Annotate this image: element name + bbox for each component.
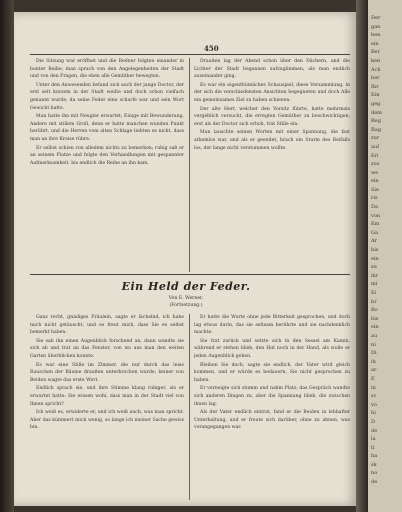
facing-page-line-fragment: D (371, 418, 376, 425)
facing-page-line-fragment: zus (371, 161, 380, 168)
facing-page-line-fragment: ih (371, 358, 376, 365)
column-left-bottom (30, 314, 184, 500)
facing-page-line-fragment: bis (371, 315, 379, 322)
facing-page-line-fragment: ein (371, 324, 379, 331)
paragraph: Unter den Anwesenden befand sich auch der junge Doctor, der erst seit kurzem in der Stadt weilte und doch schon vielfach genannt wurde, da seine Feder eine scharfe war und sein Wort Gewicht hatte. (30, 82, 184, 111)
facing-page-line-fragment: dem (371, 109, 382, 116)
facing-page-line-fragment: Ihr (371, 83, 379, 90)
facing-page-line-fragment: Ar (371, 238, 378, 245)
page-number: 450 (204, 44, 219, 53)
paragraph: Ich weiß es, erwiderte er, und ich weiß auch, was man spricht. Aber das kümmert mich wenig, so lange ich meiner Sache gewiss bin. (30, 410, 184, 431)
facing-page-line-fragment: br (371, 298, 377, 305)
facing-page-line-fragment: ben (371, 32, 381, 39)
facing-page-line-fragment: hi (371, 410, 376, 417)
continuation-note: (Fortsetzung.) (169, 303, 203, 308)
facing-page-line-fragment: ar (371, 367, 377, 374)
section-rule (30, 274, 350, 275)
facing-page-line-fragment: Di (371, 350, 377, 357)
facing-page-line-fragment: ein (371, 255, 379, 262)
facing-page-line-fragment: sk (371, 461, 377, 468)
facing-page-line-fragment: ris (371, 195, 378, 202)
paragraph: Es war eine Stille im Zimmer, die nur durch das leise Rauschen der Bäume draußen unterbrochen wurde; keiner von Beiden wagte das erste Wort. (30, 362, 184, 383)
facing-page-line-fragment: Ach (371, 66, 381, 73)
facing-page-line-fragment: gan (371, 23, 381, 30)
paragraph: Endlich sprach sie, und ihre Stimme klang ruhiger, als er erwartet hatte: Sie wissen wohl, dass man in der Stadt viel von Ihnen spricht? (30, 386, 184, 407)
facing-page-line-fragment: Ei (371, 290, 377, 296)
paragraph: Sie trat zurück und setzte sich in den Sessel am Kamin, während er stehen blieb, den Hut noch in der Hand, als wolle er jeden Augenblick gehen. (194, 338, 350, 359)
facing-page-line-fragment: Da (371, 204, 378, 211)
facing-page-edge (368, 0, 402, 512)
facing-page-line-fragment: Der (371, 15, 381, 21)
facing-page-line-fragment: ken (371, 57, 381, 64)
facing-page-line-fragment: Ber (371, 49, 381, 56)
facing-page-line-fragment: ni (371, 341, 376, 348)
facing-page-line-fragment: Bo (371, 307, 378, 314)
facing-page-line-fragment: Reg (371, 118, 381, 125)
paragraph: Draußen lag der Abend schon über den Dächern, und die Lichter der Stadt begannen aufzuglimmen, als man endlich auseinander ging. (194, 59, 350, 80)
paragraph: Als der Vater endlich eintrat, fand er die Beiden in lebhafter Unterhaltung, und er freute sich darüber, ohne zu ahnen, was vorangegangen war. (194, 410, 350, 431)
paragraph: Man hatte ihn mit Neugier erwartet; Einige mit Bewunderung, Andere mit stillem Groll, denn er hatte manchen wunden Punkt berührt, und die Herren vom alten Schlage liebten es nicht, dass man an ihre Kreise rühre. (30, 114, 184, 142)
facing-page-line-fragment: mi (371, 281, 378, 288)
paragraph: Es war ein eigenthümliches Schauspiel, diese Versammlung, in der sich die verschiedensten Ansichten begegneten und doch Alle ein gemeinsames Ziel zu haben schienen. (194, 82, 350, 103)
facing-page-line-fragment: Rag (371, 126, 382, 133)
facing-page-line-fragment: ein (371, 40, 379, 47)
book-binding-edge (0, 0, 14, 512)
facing-page-line-fragment: de (371, 479, 378, 486)
column-divider-bottom (189, 314, 190, 500)
facing-page-line-fragment: auf (371, 143, 380, 150)
facing-page-line-fragment: la (371, 436, 376, 443)
facing-page-line-fragment: Ga (371, 229, 378, 236)
facing-page-line-fragment: Em (371, 221, 380, 228)
column-right-top (194, 58, 350, 272)
paragraph: Bleiben Sie doch, sagte sie endlich, der Vater wird gleich kommen, und er würde es bedauern, Sie nicht gesprochen zu haben. (194, 362, 350, 383)
facing-page-line-fragment: in (371, 384, 376, 391)
column-left-top (30, 58, 184, 272)
facing-page-line-fragment: au (371, 332, 378, 339)
paragraph: Er selbst schien von alledem nichts zu bemerken; ruhig saß er an seinem Platze und folgte den Verhandlungen mit gespannter Aufmerksamkeit, bis endlich die Reihe an ihn kam. (30, 145, 184, 166)
paragraph: Er hatte die Worte ohne jede Bitterkeit gesprochen, und doch lag etwas darin, das sie seltsam berührte und sie nachdenklich machte. (194, 315, 350, 336)
facing-page-line-fragment: sc (371, 393, 377, 400)
facing-page-line-fragment: E (371, 375, 375, 382)
facing-page-line-fragment: ha (371, 453, 378, 460)
facing-page-line-fragment: Ein (371, 92, 380, 99)
book-page (14, 12, 358, 506)
facing-page-line-fragment: zur (371, 135, 380, 142)
facing-page-line-fragment: bis (371, 247, 379, 254)
facing-page-line-fragment: ti (371, 444, 375, 451)
paragraph: Der alte Herr, welcher den Vorsitz führte, hatte mehrmals vergeblich versucht, die erregten Gemüther zu beschwichtigen; erst als der Doctor sich erhob, trat Stille ein. (194, 106, 350, 127)
facing-page-line-fragment: ber (371, 75, 380, 82)
paragraph: Ganz recht, gnädiges Fräulein, sagte er lächelnd, ich habe mich nicht getäuscht, und es freut mich, dass Sie es selbst bemerkt haben. (30, 315, 184, 336)
column-divider-top (189, 58, 190, 272)
facing-page-line-fragment: de (371, 427, 378, 434)
facing-page-line-fragment: geg (371, 100, 381, 107)
author-line: Von E. Werner. (168, 296, 204, 301)
facing-page-line-fragment: we (371, 169, 379, 176)
facing-page-line-fragment: Eri (371, 152, 379, 159)
paragraph: Er verneigte sich stumm und nahm Platz; das Gespräch wandte sich anderen Dingen zu, aber die Spannung blieb, die zwischen ihnen lag. (194, 386, 350, 407)
facing-page-line-fragment: von (371, 212, 381, 219)
paragraph: Die Sitzung war eröffnet und die Redner folgten einander in bunter Reihe; man sprach von den Angelegenheiten der Stadt und von den Fragen, die eben alle Gemüther bewegten. (30, 59, 184, 80)
facing-page-line-fragment: vo (371, 401, 377, 408)
facing-page-line-fragment: zu (371, 264, 377, 271)
facing-page-line-fragment: ein (371, 178, 379, 185)
column-right-bottom (194, 314, 350, 500)
paragraph: Man lauschte seinen Worten mit einer Spannung, die fast athemlos war, und als er geendet, brach ein Sturm des Beifalls los, der lange nicht verstummen wollte. (194, 130, 350, 151)
story-title: Ein Held der Feder. (121, 280, 251, 293)
facing-page-line-fragment: Sie (371, 186, 379, 193)
paragraph: Sie sah ihn einen Augenblick forschend an, dann wandte sie sich ab und trat an das Fenster, von wo aus man den weiten Garten überblicken konnte. (30, 338, 184, 359)
header-rule (30, 54, 350, 55)
facing-page-text-fragments (368, 0, 402, 487)
facing-page-line-fragment: no (371, 470, 378, 477)
facing-page-line-fragment: ihr (371, 272, 379, 279)
